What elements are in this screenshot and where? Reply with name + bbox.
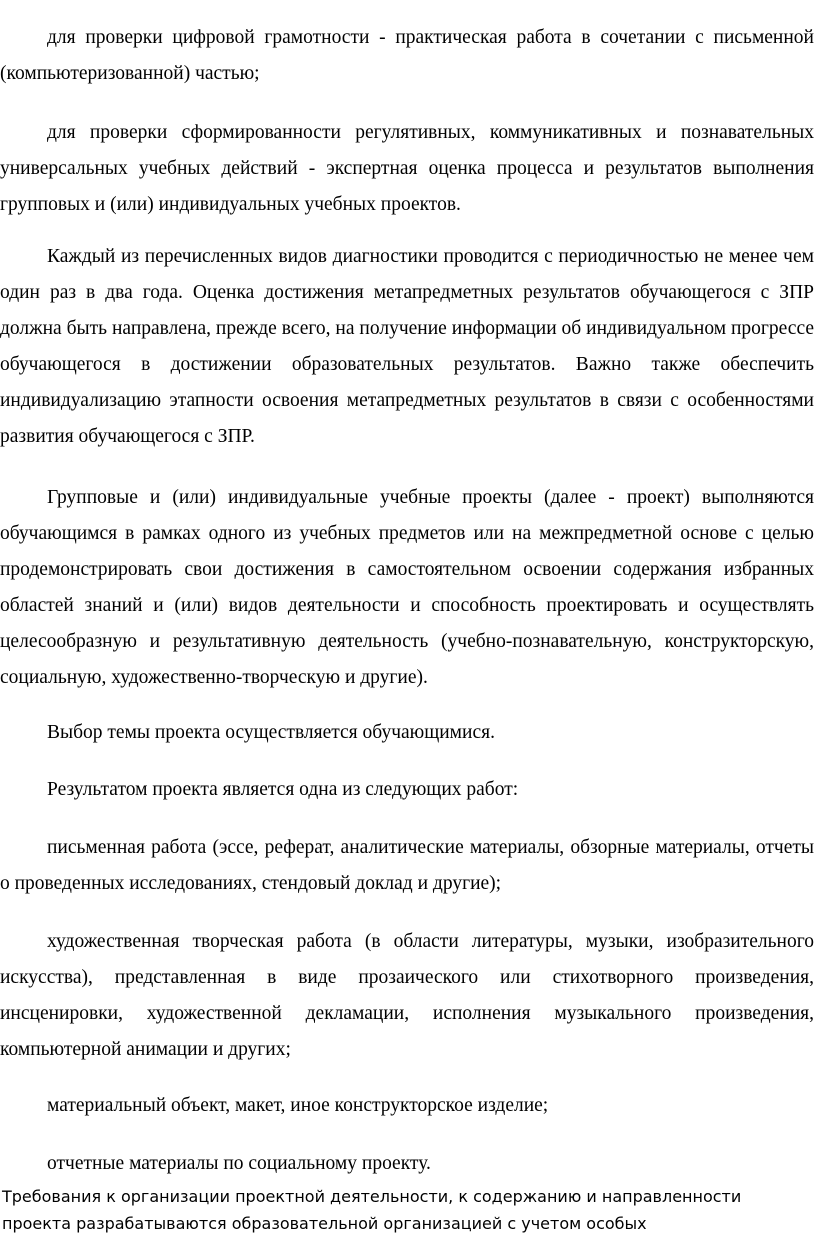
footer-requirements-text: Требования к организации проектной деятельности, к содержанию и направленности проекта разрабатываются образовательной организацией с учетом особых xyxy=(2,1187,742,1233)
paragraph-projects-description: Групповые и (или) индивидуальные учебные проекты (далее - проект) выполняются обучающимся в рамках одного из учебных предметов или на межпредметной основе с целью продемонстрировать свои достижения в самостоятельном освоении содержания избранных областей знаний и (или) видов деятельности и способность проектировать и осуществлять целесообразную и результативную деятельность (учебно-познавательную, конструкторскую, социальную, художественно-творческую и другие). xyxy=(0,487,814,688)
paragraph-project-result-intro: Результатом проекта является одна из следующих работ: xyxy=(47,779,519,800)
paragraph-topic-choice: Выбор темы проекта осуществляется обучающимися. xyxy=(47,722,495,743)
paragraph-digital-literacy: для проверки цифровой грамотности - практическая работа в сочетании с письменной (компьютеризованной) частью; xyxy=(0,27,814,84)
list-item-written-work: письменная работа (эссе, реферат, аналитические материалы, обзорные материалы, отчеты о проведенных исследованиях, стендовый доклад и другие); xyxy=(0,837,814,894)
list-item-material-object: материальный объект, макет, иное конструкторское изделие; xyxy=(47,1095,549,1116)
list-item-social-project: отчетные материалы по социальному проекту. xyxy=(47,1153,431,1174)
paragraph-diagnostics-periodicity: Каждый из перечисленных видов диагностики проводится с периодичностью не менее чем один раз в два года. Оценка достижения метапредметных результатов обучающегося с ЗПР должна быть направлена, прежде всего, на получение информации об индивидуальном прогрессе обучающегося в достижении образовательных результатов. Важно также обеспечить индивидуализацию этапности освоения метапредметных результатов в связи с особенностями развития обучающегося с ЗПР. xyxy=(0,246,814,447)
paragraph-universal-actions: для проверки сформированности регулятивных, коммуникативных и познавательных универсальных учебных действий - экспертная оценка процесса и результатов выполнения групповых и (или) индивидуальных учебных проектов. xyxy=(0,122,814,215)
list-item-creative-work: художественная творческая работа (в области литературы, музыки, изобразительного искусства), представленная в виде прозаического или стихотворного произведения, инсценировки, художественной декламации, исполнения музыкального произведения, компьютерной анимации и других; xyxy=(0,931,814,1060)
